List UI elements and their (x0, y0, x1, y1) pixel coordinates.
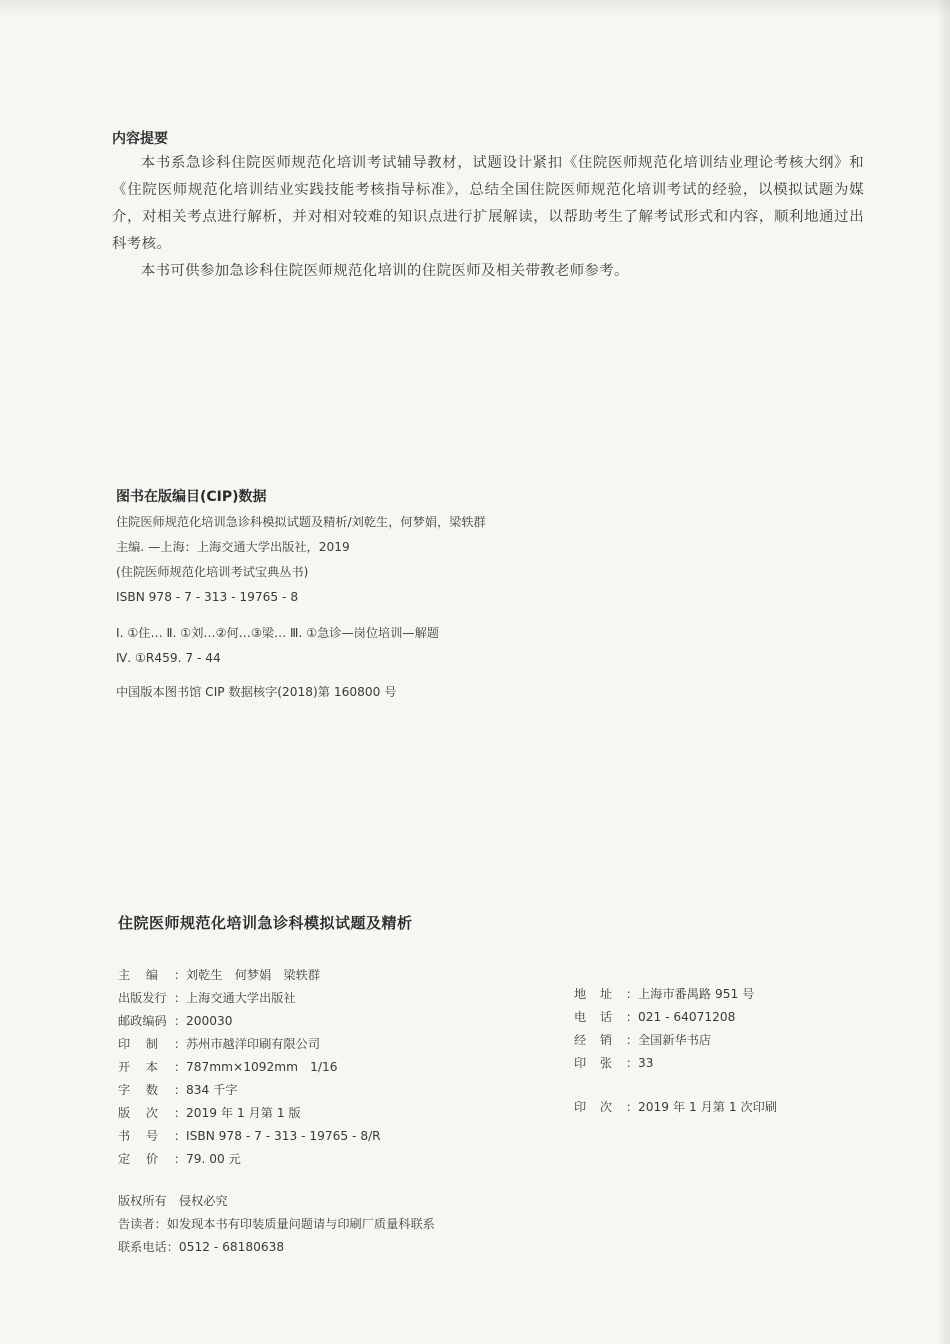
info-row-wordcount: 字 数 ： 834 千字 (118, 1079, 538, 1102)
cip-section (116, 486, 816, 705)
edition-value: 2019 年 1 月第 1 版 (186, 1106, 301, 1120)
copyright-section (118, 1190, 618, 1259)
printing-value: 2019 年 1 月第 1 次印刷 (638, 1100, 778, 1114)
abstract-paragraph: 本书系急诊科住院医师规范化培训考试辅导教材，试题设计紧扣《住院医师规范化培训结业理论考核大纲》和《住院医师规范化培训结业实践技能考核指导标准》，总结全国住院医师规范化培训考试的经验，以模拟试题为媒介，对相关考点进行解析，并对相对较难的知识点进行扩展解读，以帮助考生了解考试形式和内容，顺利地通过出科考核。 (112, 155, 864, 252)
info-row-postcode: 邮政编码 ： 200030 (118, 1010, 538, 1033)
printer-value: 苏州市越洋印刷有限公司 (186, 1037, 321, 1051)
price-value: 79. 00 元 (186, 1152, 241, 1166)
info-row-sheets: 印 张 ： 33 (574, 1052, 894, 1075)
cip-line: 主编. —上海：上海交通大学出版社，2019 (116, 540, 350, 554)
cip-classification: Ⅳ. ①R459. 7 - 44 (116, 651, 221, 665)
reader-notice: 告读者：如发现本书有印装质量问题请与印刷厂质量科联系 (118, 1217, 435, 1231)
format-value: 787mm×1092mm 1/16 (186, 1060, 338, 1074)
phone-value: 021 - 64071208 (638, 1010, 736, 1024)
info-row-address: 地 址 ： 上海市番禺路 951 号 (574, 983, 894, 1006)
contact-phone: 联系电话：0512 - 68180638 (118, 1240, 285, 1254)
info-row-printing: 印 次 ： 2019 年 1 月第 1 次印刷 (574, 1096, 894, 1119)
cip-line: ISBN 978 - 7 - 313 - 19765 - 8 (116, 590, 299, 604)
scan-shadow-edge (936, 0, 950, 1344)
info-row-format: 开 本 ： 787mm×1092mm 1/16 (118, 1056, 538, 1079)
editors-value: 刘乾生 何梦娟 梁轶群 (186, 968, 321, 982)
abstract-paragraph: 本书可供参加急诊科住院医师规范化培训的住院医师及相关带教老师参考。 (140, 263, 629, 279)
cip-line: 住院医师规范化培训急诊科模拟试题及精析/刘乾生，何梦娟，梁轶群 (116, 515, 486, 529)
address-value: 上海市番禺路 951 号 (638, 987, 755, 1001)
info-row-price: 定 价 ： 79. 00 元 (118, 1148, 538, 1171)
info-row-publisher: 出版发行 ： 上海交通大学出版社 (118, 987, 538, 1010)
sheets-value: 33 (638, 1056, 654, 1070)
cip-classification: Ⅰ. ①住… Ⅱ. ①刘…②何…③梁… Ⅲ. ①急诊—岗位培训—解题 (116, 626, 439, 640)
info-row-printer: 印 制 ： 苏州市越洋印刷有限公司 (118, 1033, 538, 1056)
info-row-isbn: 书 号 ： ISBN 978 - 7 - 313 - 19765 - 8/R (118, 1125, 538, 1148)
publication-info-left (118, 964, 538, 1171)
abstract-section (112, 128, 864, 285)
scan-shadow-top (0, 0, 950, 16)
copyright-notice: 版权所有 侵权必究 (118, 1194, 228, 1208)
distributor-value: 全国新华书店 (638, 1033, 712, 1047)
info-row-phone: 电 话 ： 021 - 64071208 (574, 1006, 894, 1029)
publication-info-right (574, 983, 894, 1119)
cip-heading: 图书在版编目(CIP)数据 (116, 489, 267, 505)
postcode-value: 200030 (186, 1014, 233, 1028)
cip-line: (住院医师规范化培训考试宝典丛书) (116, 565, 309, 579)
cip-number: 中国版本图书馆 CIP 数据核字(2018)第 160800 号 (116, 685, 397, 699)
book-title: 住院医师规范化培训急诊科模拟试题及精析 (118, 914, 413, 932)
isbn-value: ISBN 978 - 7 - 313 - 19765 - 8/R (186, 1129, 381, 1143)
info-row-editor: 主 编 ： 刘乾生 何梦娟 梁轶群 (118, 964, 538, 987)
info-row-distributor: 经 销 ： 全国新华书店 (574, 1029, 894, 1052)
publisher-value: 上海交通大学出版社 (186, 991, 296, 1005)
wordcount-value: 834 千字 (186, 1083, 238, 1097)
info-row-edition: 版 次 ： 2019 年 1 月第 1 版 (118, 1102, 538, 1125)
abstract-title: 内容提要 (112, 131, 168, 147)
